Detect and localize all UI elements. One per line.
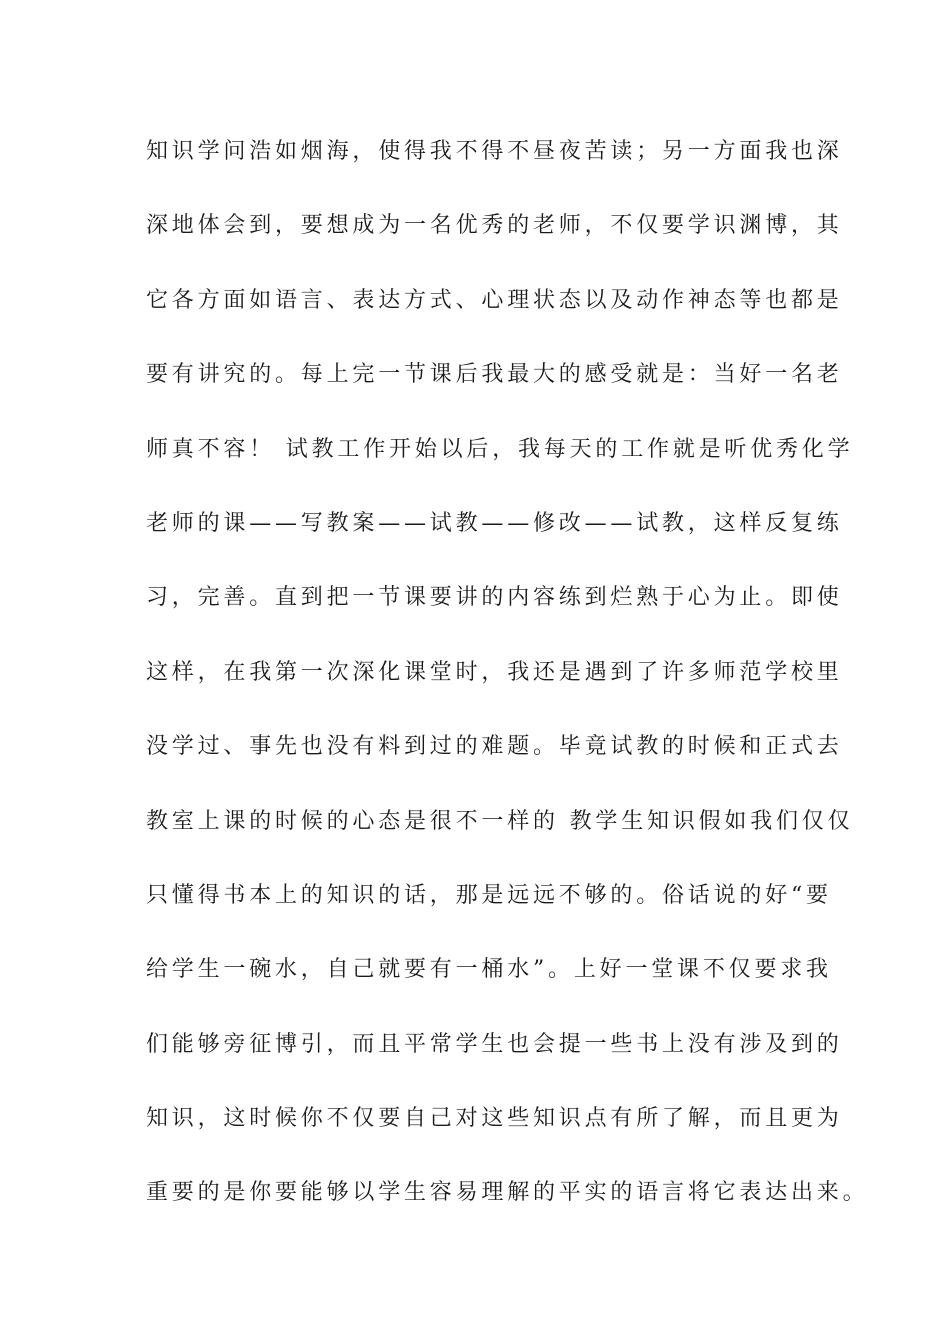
text-line: 没学过、事先也没有料到过的难题。毕竟试教的时候和正式去 xyxy=(146,734,843,760)
text-line: 习，完善。直到把一节课要讲的内容练到烂熟于心为止。即使 xyxy=(146,585,843,611)
text-line: 教室上课的时候的心态是很不一样的 教学生知识假如我们仅仅 xyxy=(146,808,854,834)
text-line: 深地体会到，要想成为一名优秀的老师，不仅要学识渊博，其 xyxy=(146,213,843,239)
text-line: 知识，这时候你不仅要自己对这些知识点有所了解，而且更为 xyxy=(146,1106,843,1132)
text-line: 重要的是你要能够以学生容易理解的平实的语言将它表达出来。 xyxy=(146,1180,869,1206)
text-line: 们能够旁征博引，而且平常学生也会提一些书上没有涉及到的 xyxy=(146,1031,843,1057)
text-line: 老师的课——写教案——试教——修改——试教，这样反复练 xyxy=(146,510,843,536)
body-text xyxy=(146,128,869,1244)
text-line: 知识学问浩如烟海，使得我不得不昼夜苦读；另一方面我也深 xyxy=(146,139,843,164)
text-line: 师真不容！ 试教工作开始以后，我每天的工作就是听优秀化学 xyxy=(146,436,854,462)
text-line: 这样，在我第一次深化课堂时，我还是遇到了许多师范学校里 xyxy=(146,659,843,685)
text-line: 只懂得书本上的知识的话，那是远远不够的。俗话说的好“要 xyxy=(146,882,832,908)
text-line: 给学生一碗水，自己就要有一桶水”。上好一堂课不仅要求我 xyxy=(146,957,832,983)
text-line: 要有讲究的。每上完一节课后我最大的感受就是：当好一名老 xyxy=(146,362,843,388)
text-line: 它各方面如语言、表达方式、心理状态以及动作神态等也都是 xyxy=(146,287,843,313)
